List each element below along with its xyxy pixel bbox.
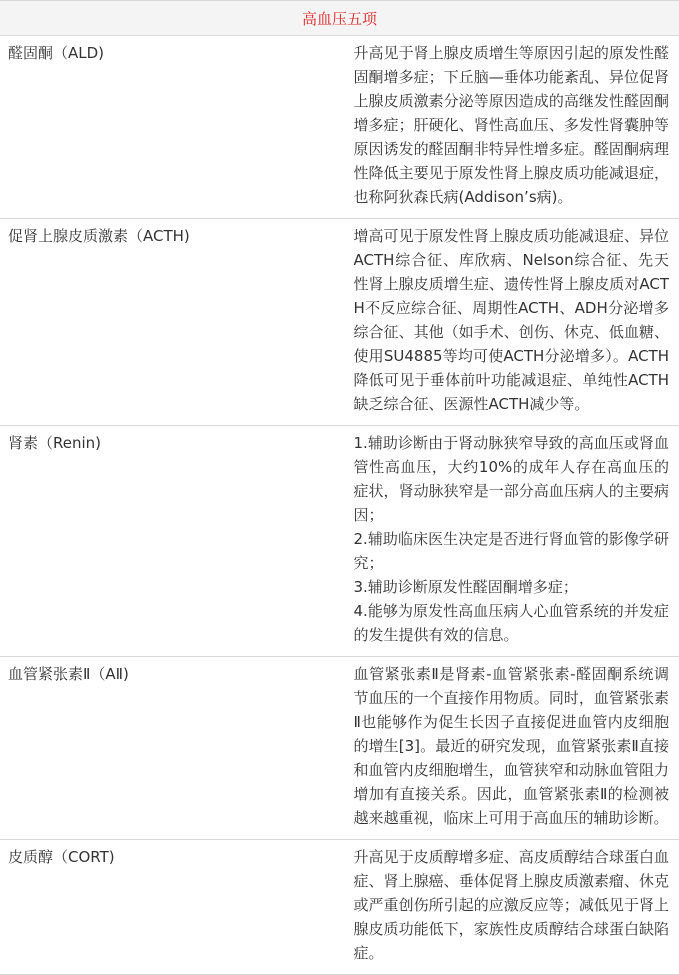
table-row [0,657,679,840]
table-header-row [0,1,679,36]
test-description-acth [340,219,679,426]
test-description-renin [340,426,679,657]
description-item: 4.能够为原发性高血压病人心血管系统的并发症的发生提供有效的信息。 [354,599,670,647]
description-paragraph: 升高见于肾上腺皮质增生等原因引起的原发性醛固酮增多症；下丘脑—垂体功能紊乱、异位促肾上腺皮质激素分泌等原因造成的高继发性醛固酮增多症；肝硬化、肾性高血压、多发性肾囊肿等原因诱发的醛固酮非特异性增多症。醛固酮病理性降低主要见于原发性肾上腺皮质功能减退症，也称阿狄森氏病(Addison’s病)。 [354,41,670,209]
description-paragraph: 增高可见于原发性肾上腺皮质功能减退症、异位ACTH综合征、库欣病、Nelson综合征、先天性肾上腺皮质增生症、遗传性肾上腺皮质对ACTH不反应综合征、周期性ACTH、ADH分泌增多综合征、其他（如手术、创伤、休克、低血糖、使用SU4885等均可使ACTH分泌增多）。ACTH降低可见于垂体前叶功能减退症、单纯性ACTH缺乏综合征、医源性ACTH减少等。 [354,224,670,416]
table-title: 高血压五项 [0,1,679,36]
description-item: 2.辅助临床医生决定是否进行肾血管的影像学研究； [354,527,670,575]
table-row [0,840,679,975]
description-paragraph: 血管紧张素Ⅱ是肾素-血管紧张素-醛固酮系统调节血压的一个直接作用物质。同时，血管紧张素Ⅱ也能够作为促生长因子直接促进血管内皮细胞的增生[3]。最近的研究发现，血管紧张素Ⅱ直接和血管内皮细胞增生，血管狭窄和动脉血管阻力增加有直接关系。因此，血管紧张素Ⅱ的检测被越来越重视，临床上可用于高血压的辅助诊断。 [354,662,670,830]
test-name-ald: 醛固酮（ALD) [0,36,340,219]
table-row [0,426,679,657]
test-name-renin: 肾素（Renin) [0,426,340,657]
description-item: 3.辅助诊断原发性醛固酮增多症； [354,575,670,599]
test-name-acth: 促肾上腺皮质激素（ACTH) [0,219,340,426]
test-description-cortisol [340,840,679,975]
table-row [0,219,679,426]
table-row [0,36,679,219]
test-name-cortisol: 皮质醇（CORT) [0,840,340,975]
test-description-angiotensin [340,657,679,840]
description-item: 1.辅助诊断由于肾动脉狭窄导致的高血压或肾血管性高血压，大约10%的成年人存在高血压的症状，肾动脉狭窄是一部分高血压病人的主要病因； [354,431,670,527]
test-description-ald [340,36,679,219]
description-paragraph: 升高见于皮质醇增多症、高皮质醇结合球蛋白血症、肾上腺癌、垂体促肾上腺皮质激素瘤、休克或严重创伤所引起的应激反应等；减低见于肾上腺皮质功能低下，家族性皮质醇结合球蛋白缺陷症。 [354,845,670,965]
test-name-angiotensin: 血管紧张素Ⅱ（AⅡ) [0,657,340,840]
